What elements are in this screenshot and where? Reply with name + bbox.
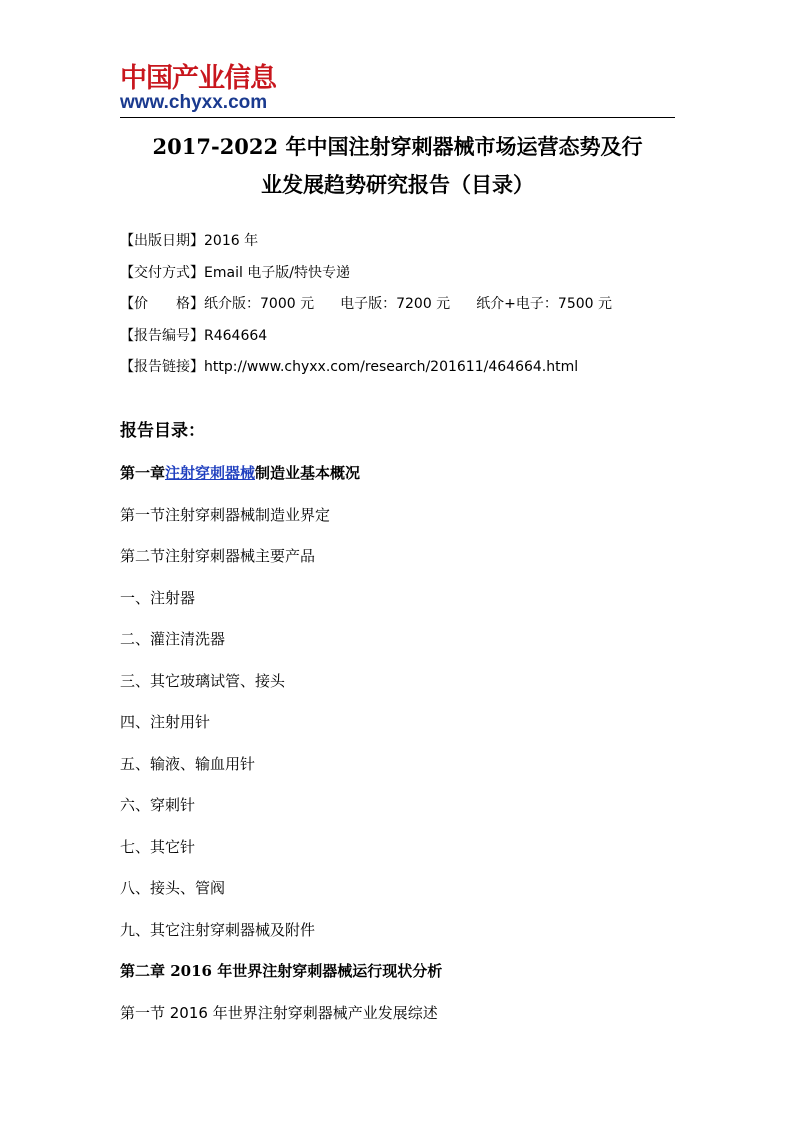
toc-item: 五、输液、输血用针 [120,754,256,773]
report-link-row [120,352,680,384]
toc-chapter-2: 第二章 2016 年世界注射穿刺器械运行现状分析 [120,962,443,980]
report-title [120,128,675,204]
toc-item: 八、接头、管阀 [120,879,226,897]
toc-item: 第二节注射穿刺器械主要产品 [120,547,316,565]
price-electronic: 电子版：7200 元 [340,296,451,312]
table-of-contents [120,458,680,1039]
publish-date-row [120,226,680,258]
report-title-line-2: 业发展趋势研究报告（目录） [261,172,534,197]
toc-item: 第一节注射穿刺器械制造业界定 [120,505,331,524]
toc-chapter-1-link[interactable]: 注射穿刺器械 [165,464,256,482]
toc-chapter-1-prefix: 第一章 [120,464,166,482]
logo-url-text: www.chyxx.com [120,92,268,113]
toc-chapter-1-suffix: 制造业基本概况 [255,464,361,482]
delivery-row [120,258,680,290]
publish-date-label: 【出版日期】 [120,233,204,249]
price-both: 纸介+电子：7500 元 [476,296,612,312]
toc-item: 三、其它玻璃试管、接头 [120,671,286,690]
report-title-line-1: 2017-2022 年中国注射穿刺器械市场运营态势及行 [152,134,643,159]
toc-item: 六、穿刺针 [120,796,196,814]
toc-item: 二、灌注清洗器 [120,630,226,648]
toc-item: 四、注射用针 [120,713,211,731]
toc-chapter-1 [120,458,680,500]
delivery-label: 【交付方式】 [120,264,204,281]
price-row [120,289,680,321]
price-label: 【价 格】 [120,296,204,312]
publish-date-value: 2016 年 [204,233,259,249]
toc-chapter-2-section-1: 第一节 2016 年世界注射穿刺器械产业发展综述 [120,1003,438,1022]
toc-heading: 报告目录： [120,421,205,441]
logo-chinese-text: 中国产业信息 [120,63,276,94]
toc-item: 一、注射器 [120,588,196,607]
report-number-value: R464664 [204,327,268,344]
price-paper: 纸介版：7000 元 [204,296,315,312]
toc-item: 九、其它注射穿刺器械及附件 [120,920,316,939]
toc-item: 七、其它针 [120,837,196,856]
report-number-row [120,321,680,353]
report-info [120,226,680,384]
report-link-value[interactable]: http://www.chyxx.com/research/201611/464664.html [204,359,579,375]
delivery-value: Email 电子版/特快专递 [204,264,351,281]
site-logo[interactable] [120,64,320,114]
report-link-label: 【报告链接】 [120,359,204,375]
report-number-label: 【报告编号】 [120,327,204,344]
header-divider [120,117,675,118]
